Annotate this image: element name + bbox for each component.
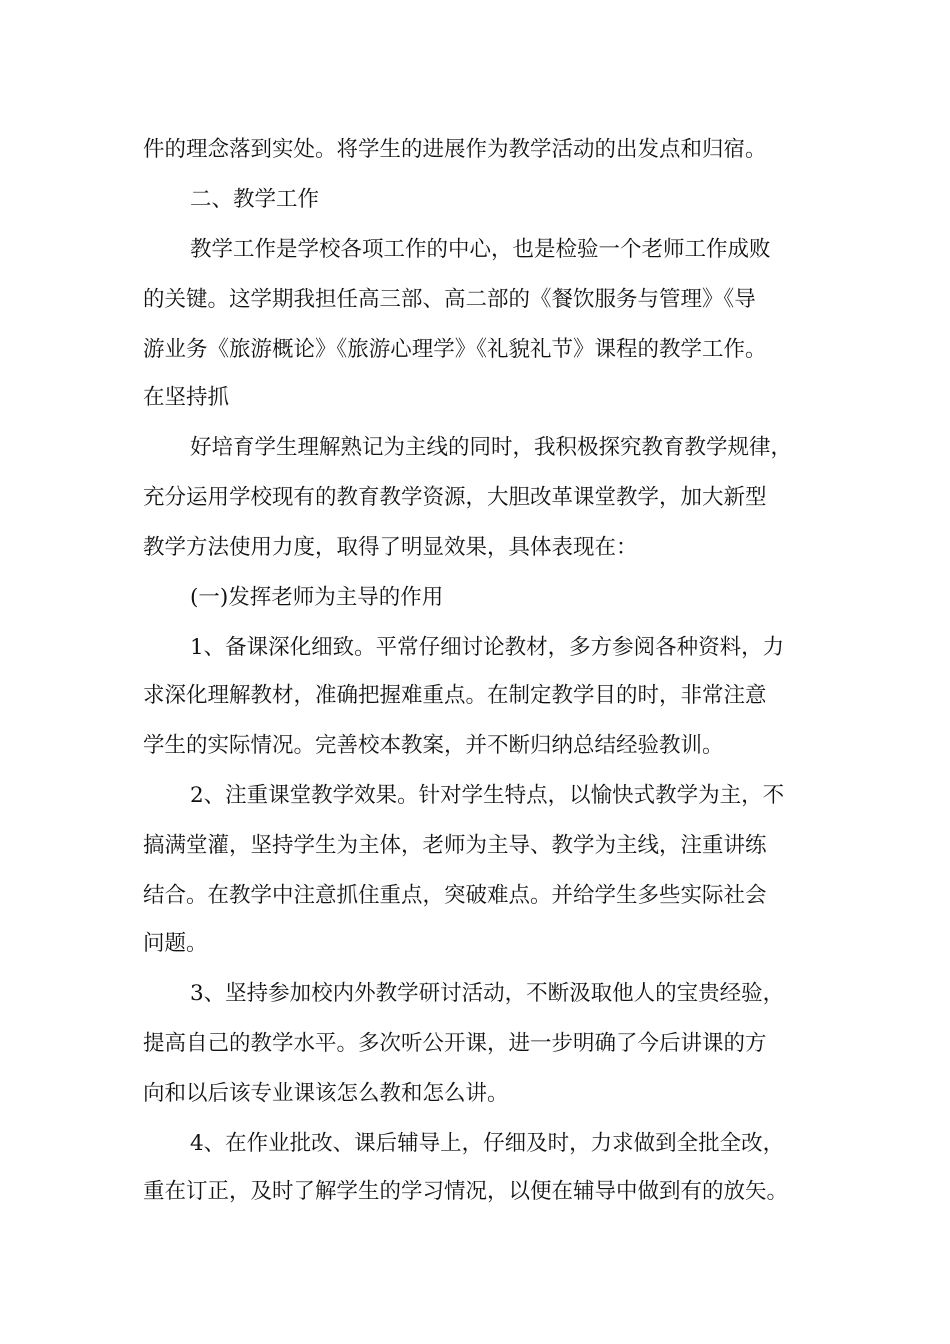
text-line: 的关键。这学期我担任高三部、高二部的《餐饮服务与管理》《导 [143,287,756,312]
text-line: 3、坚持参加校内外教学研讨活动，不断汲取他人的宝贵经验， [190,981,785,1006]
text-line: 提高自己的教学水平。多次听公开课，进一步明确了今后讲课的方 [143,1031,767,1056]
text-line: 件的理念落到实处。将学生的进展作为教学活动的出发点和归宿。 [143,137,767,162]
text-line: 在坚持抓 [143,385,230,410]
text-line: 1、备课深化细致。平常仔细讨论教材，多方参阅各种资料，力 [190,635,785,660]
subsection-heading: (一)发挥老师为主导的作用 [190,585,444,610]
text-line: 搞满堂灌，坚持学生为主体，老师为主导、教学为主线，注重讲练 [143,833,767,858]
text-line: 充分运用学校现有的教育教学资源，大胆改革课堂教学，加大新型 [143,485,767,510]
text-line: 教学工作是学校各项工作的中心，也是检验一个老师工作成败 [190,237,771,262]
text-line: 4、在作业批改、课后辅导上，仔细及时，力求做到全批全改， [190,1131,785,1156]
text-line: 2、注重课堂教学效果。针对学生特点，以愉快式教学为主，不 [190,783,785,808]
text-line: 结合。在教学中注意抓住重点，突破难点。并给学生多些实际社会 [143,883,767,908]
text-line: 好培育学生理解熟记为主线的同时，我积极探究教育教学规律， [190,435,793,460]
text-line: 教学方法使用力度，取得了明显效果，具体表现在： [143,535,638,560]
section-heading: 二、教学工作 [190,187,320,212]
text-line: 学生的实际情况。完善校本教案，并不断归纳总结经验教训。 [143,733,724,758]
text-line: 游业务《旅游概论》《旅游心理学》《礼貌礼节》课程的教学工作。 [143,337,767,362]
text-line: 问题。 [143,931,208,956]
text-line: 重在订正，及时了解学生的学习情况，以便在辅导中做到有的放矢。 [143,1179,789,1204]
text-line: 求深化理解教材，准确把握难重点。在制定教学目的时，非常注意 [143,683,767,708]
text-line: 向和以后该专业课该怎么教和怎么讲。 [143,1081,509,1106]
